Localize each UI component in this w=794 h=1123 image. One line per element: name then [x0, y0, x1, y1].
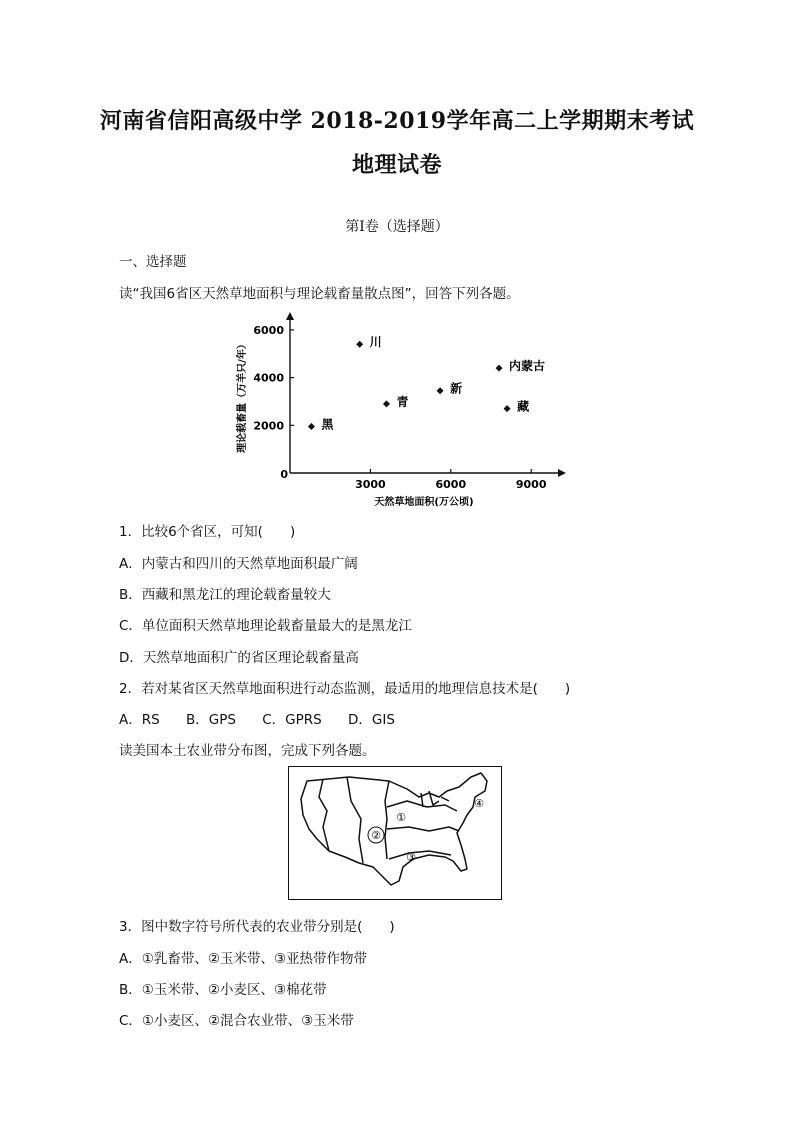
y-tick-label: 2000 [253, 419, 284, 433]
point-label: 新 [450, 381, 463, 396]
mountain-boundary [347, 777, 363, 863]
y-tick-label: 6000 [253, 323, 284, 337]
question-3-stem: 3．图中数字符号所代表的农业带分别是( ) [119, 919, 395, 935]
intro-text-2: 读美国本土农业带分布图，完成下列各题。 [119, 743, 376, 759]
question-1-stem: 1．比较6个省区，可知( ) [119, 524, 296, 540]
x-axis-label: 天然草地面积(万公顷) [374, 497, 474, 508]
x-axis-arrow [558, 469, 566, 477]
scatter-point [496, 365, 503, 372]
scatter-point [308, 423, 315, 430]
intro-text-1: 读“我国6省区天然草地面积与理论载畜量散点图”，回答下列各题。 [119, 286, 520, 302]
exam-title: 河南省信阳高级中学 2018-2019学年高二上学期期末考试 [99, 108, 695, 134]
y-axis-arrow [286, 312, 294, 320]
question-2-option-d[interactable]: D．GIS [348, 712, 395, 728]
question-3-option-a[interactable]: A．①乳畜带、②玉米带、③亚热带作物带 [119, 951, 368, 967]
usa-agriculture-map [288, 766, 502, 900]
chart-points [308, 335, 545, 431]
question-3-option-b[interactable]: B．①玉米带、②小麦区、③棉花带 [119, 982, 327, 998]
chart-axes [286, 312, 566, 477]
map-label-1: ① [396, 811, 406, 824]
section-title: 第Ⅰ卷（选择题） [345, 219, 449, 235]
y-axis-label: 理论载畜量（万羊只/年） [237, 339, 248, 453]
point-label: 黑 [321, 417, 334, 432]
scatter-chart [228, 312, 568, 512]
question-2-options [119, 708, 417, 728]
question-1-option-a[interactable]: A．内蒙古和四川的天然草地面积最广阔 [119, 556, 358, 572]
x-tick-label: 6000 [435, 478, 467, 491]
point-label: 藏 [517, 399, 530, 414]
question-2-option-c[interactable]: C．GPRS [262, 712, 322, 728]
map-label-3: ③ [406, 851, 416, 864]
part-heading: 一、选择题 [119, 254, 187, 270]
map-label-2: ② [371, 829, 381, 842]
plains-boundary [385, 781, 389, 859]
question-1-option-b[interactable]: B．西藏和黑龙江的理论载畜量较大 [119, 587, 331, 603]
west-boundary [319, 779, 329, 851]
question-2-stem: 2．若对某省区天然草地面积进行动态监测，最适用的地理信息技术是( ) [119, 681, 571, 697]
map-label-4: ④ [474, 797, 484, 810]
scatter-point [383, 400, 390, 407]
origin-label: 0 [280, 468, 288, 481]
scatter-point [356, 341, 363, 348]
question-2-option-b[interactable]: B．GPS [185, 712, 236, 728]
question-1-option-d[interactable]: D．天然草地面积广的省区理论载畜量高 [119, 650, 359, 666]
question-1-option-c[interactable]: C．单位面积天然草地理论载畜量最大的是黑龙江 [119, 618, 412, 634]
map-drawing [289, 767, 500, 898]
exam-subtitle: 地理试卷 [351, 152, 442, 178]
question-2-option-a[interactable]: A．RS [119, 712, 160, 728]
x-tick-label: 9000 [515, 478, 547, 491]
question-3-option-c[interactable]: C．①小麦区、②混合农业带、③玉米带 [119, 1013, 354, 1029]
belt-boundary-2 [387, 827, 459, 831]
scatter-point [504, 405, 511, 412]
y-tick-label: 4000 [253, 371, 284, 385]
point-label: 川 [369, 335, 382, 350]
scatter-point [437, 387, 444, 394]
point-label: 青 [396, 394, 409, 409]
x-tick-label: 3000 [355, 478, 386, 491]
point-label: 内蒙古 [509, 359, 546, 374]
